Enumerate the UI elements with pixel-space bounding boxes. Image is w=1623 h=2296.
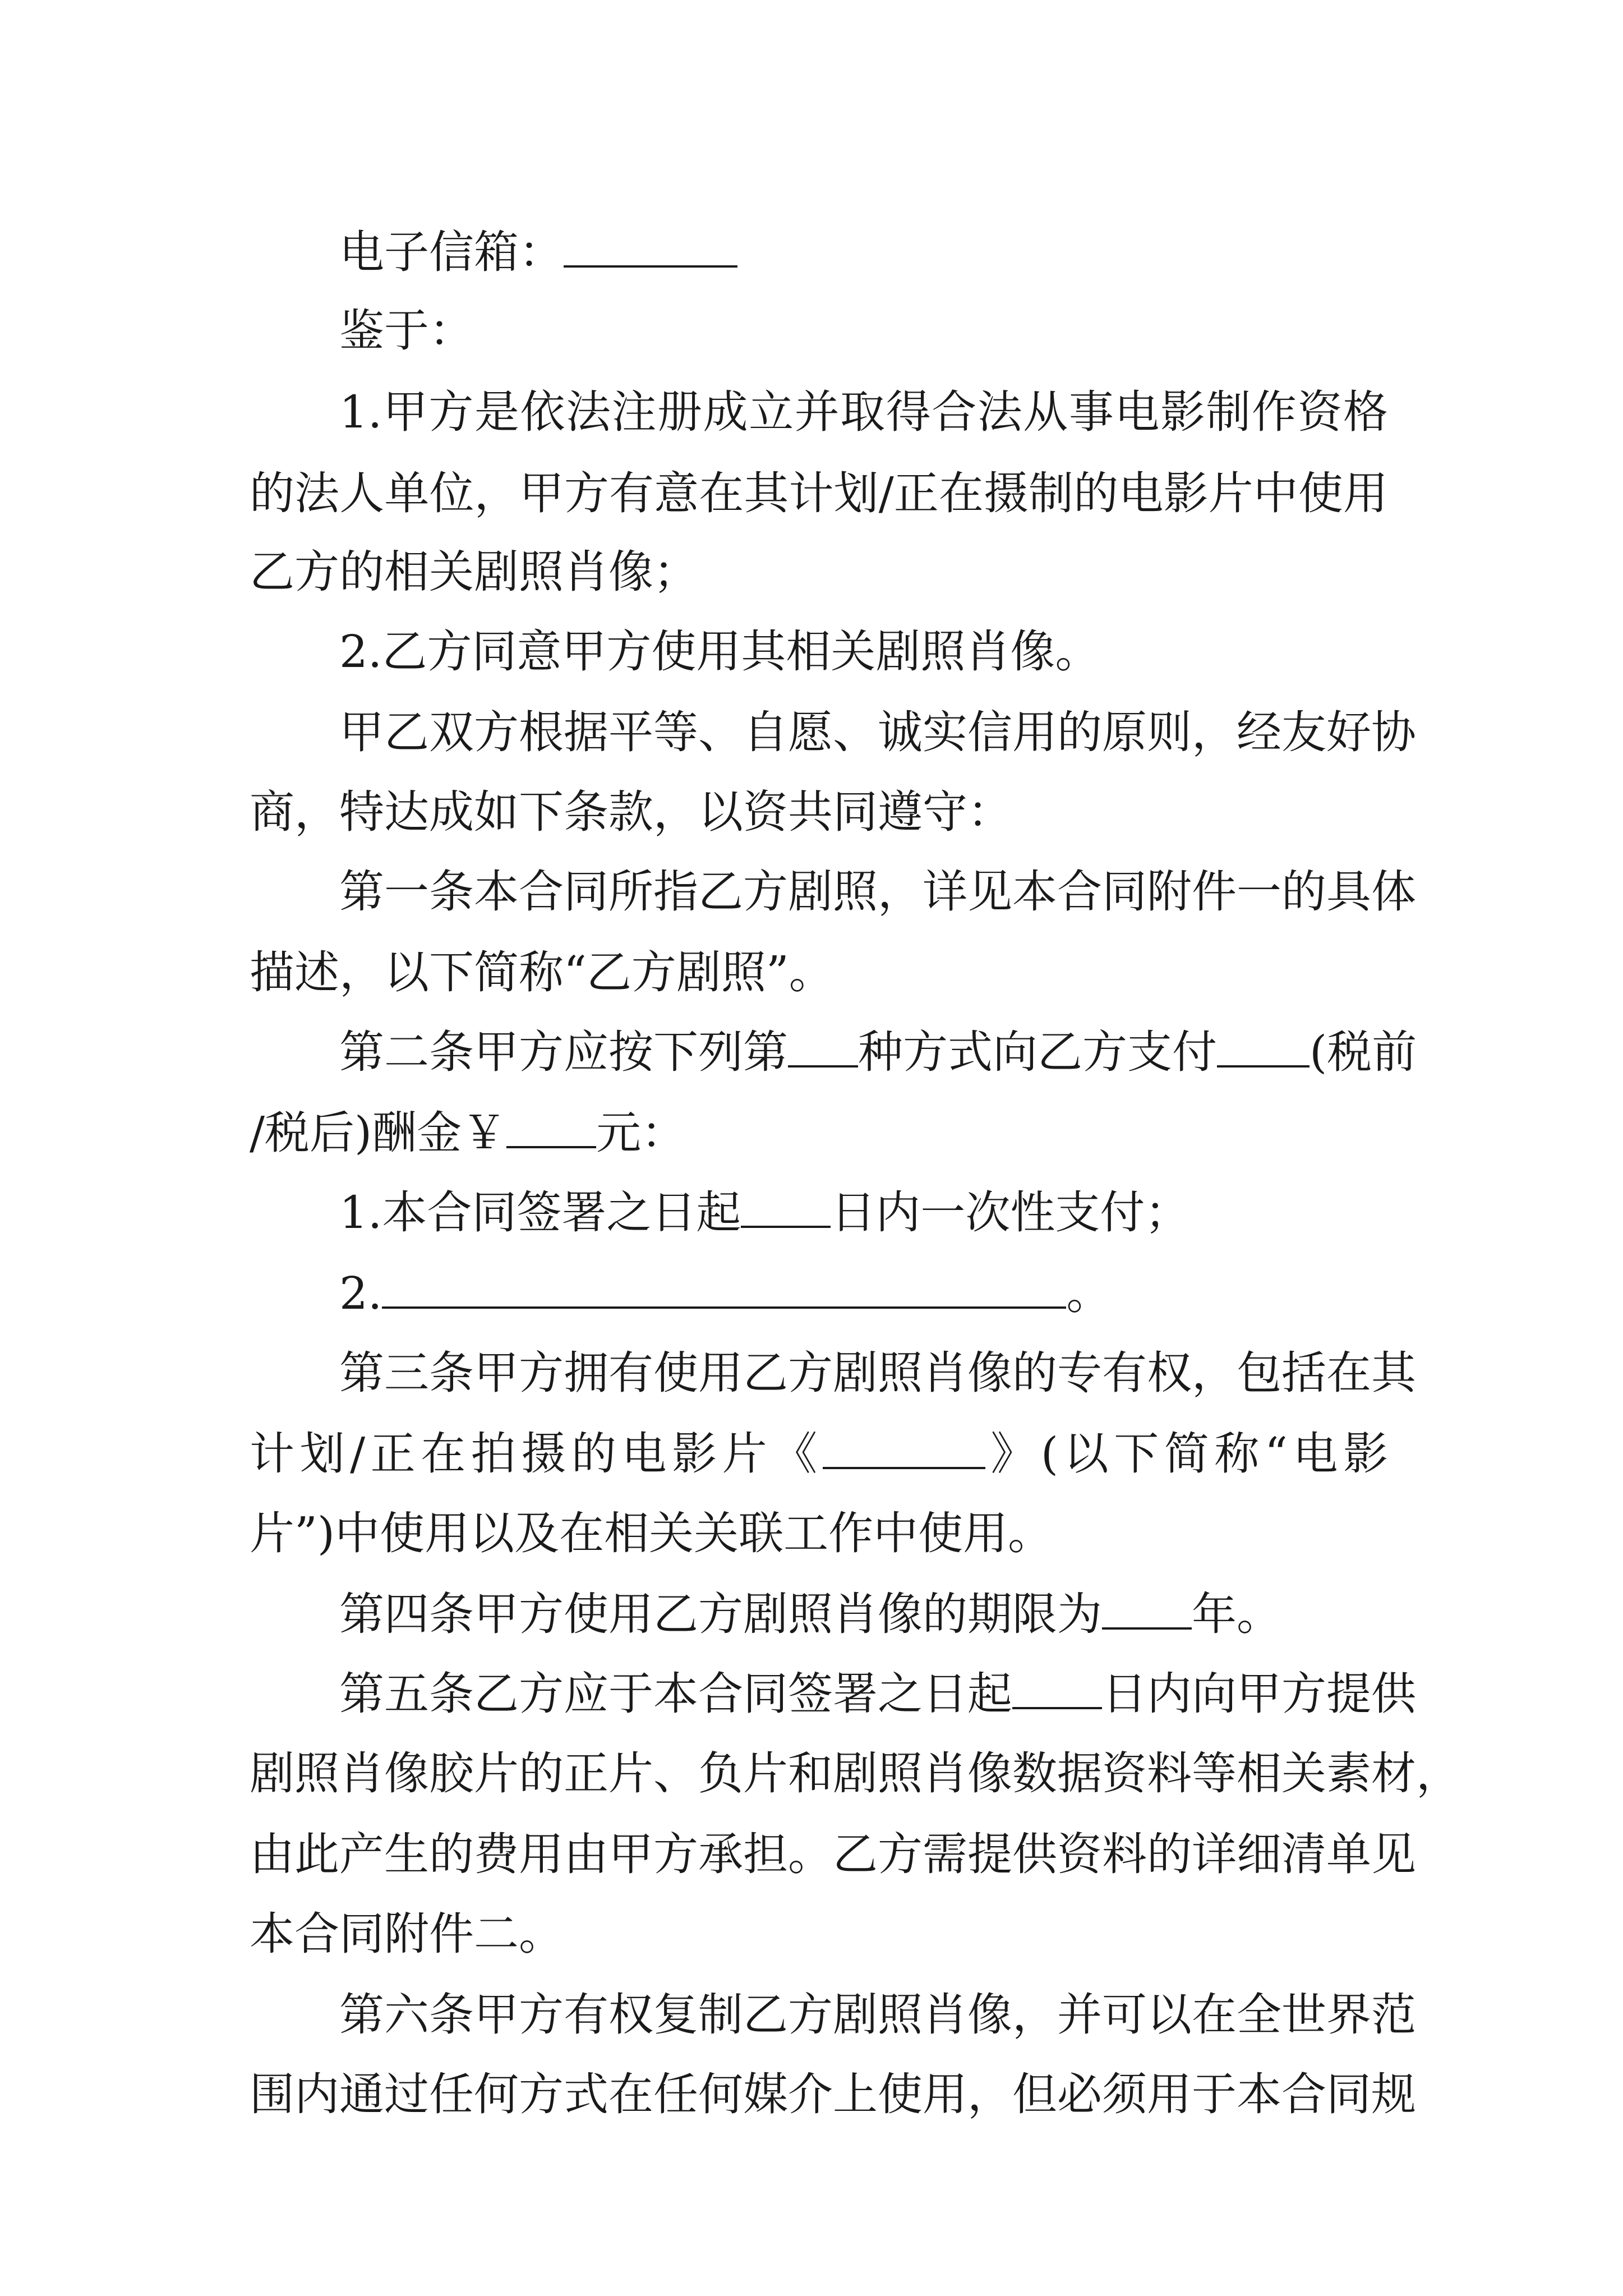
text-segment: 围内通过任何方式在任何媒介上使用，但必须用于本合同规 xyxy=(250,2068,1416,2120)
text-line xyxy=(250,1415,1388,1493)
text-segment: 的法人单位，甲方有意在其计划/正在摄制的电影片中使用 xyxy=(250,467,1388,519)
text-segment: 日内向甲方提供 xyxy=(1102,1668,1416,1720)
fill-in-blank xyxy=(1102,1594,1192,1630)
text-line xyxy=(339,613,1100,691)
text-segment: 第四条甲方使用乙方剧照肖像的期限为 xyxy=(339,1588,1102,1640)
fill-in-blank xyxy=(564,232,737,268)
text-segment: 1.本合同签署之日起 xyxy=(339,1186,741,1239)
fill-in-blank xyxy=(1012,1673,1102,1709)
text-segment: 剧照肖像胶片的正片、负片和剧照肖像数据资料等相关素材， xyxy=(250,1747,1461,1800)
text-line xyxy=(250,1094,686,1172)
text-segment: 计划/正在拍摄的电影片《 xyxy=(250,1428,823,1480)
text-segment: 1.甲方是依法注册成立并取得合法从事电影制作资格 xyxy=(339,386,1388,438)
text-segment: 由此产生的费用由甲方承担。乙方需提供资料的详细清单见 xyxy=(250,1828,1416,1880)
text-segment: 元： xyxy=(596,1107,686,1159)
text-segment: 片”)中使用以及在相关关联工作中使用。 xyxy=(250,1507,1053,1559)
text-line xyxy=(250,773,1012,852)
text-segment: 乙方的相关剧照肖像； xyxy=(250,546,698,598)
text-line xyxy=(250,533,698,611)
text-segment: 甲乙双方根据平等、自愿、诚实信用的原则，经友好协 xyxy=(339,706,1416,758)
text-line xyxy=(250,454,1388,533)
text-segment: 年。 xyxy=(1192,1588,1281,1640)
text-line xyxy=(250,933,834,1012)
text-segment: 日内一次性支付； xyxy=(831,1186,1190,1239)
text-segment: 》(以下简称“电影 xyxy=(985,1428,1389,1480)
text-line xyxy=(339,1334,1416,1412)
text-line xyxy=(339,1174,1189,1252)
text-segment: 第二条甲方应按下列第 xyxy=(339,1026,788,1078)
text-segment: 第六条甲方有权复制乙方剧照肖像，并可以在全世界范 xyxy=(339,1989,1416,2041)
text-segment: 种方式向乙方支付 xyxy=(858,1026,1217,1078)
text-line xyxy=(339,693,1416,772)
fill-in-blank xyxy=(1217,1032,1310,1068)
fill-in-blank xyxy=(741,1192,831,1228)
text-segment: 2.乙方同意甲方使用其相关剧照肖像。 xyxy=(339,625,1100,678)
text-line xyxy=(250,1895,564,1973)
text-segment: /税后)酬金￥ xyxy=(250,1107,507,1159)
text-line xyxy=(339,1254,1111,1333)
text-segment: 本合同附件二。 xyxy=(250,1908,564,1960)
text-segment: 第三条甲方拥有使用乙方剧照肖像的专有权，包括在其 xyxy=(339,1347,1416,1399)
text-segment: 第五条乙方应于本合同签署之日起 xyxy=(339,1668,1012,1720)
text-segment: 。 xyxy=(1066,1267,1112,1319)
text-line xyxy=(339,373,1388,452)
text-line xyxy=(339,1976,1416,2054)
fill-in-blank xyxy=(506,1112,596,1148)
text-segment: 2. xyxy=(339,1267,382,1319)
text-segment: 描述，以下简称“乙方剧照”。 xyxy=(250,946,834,999)
text-line xyxy=(339,1655,1416,1733)
fill-in-blank xyxy=(382,1273,1066,1309)
text-line xyxy=(339,1575,1281,1654)
text-line xyxy=(339,1013,1417,1092)
text-line xyxy=(250,1494,1053,1573)
text-line xyxy=(339,213,737,292)
text-line xyxy=(250,1734,1461,1813)
text-line xyxy=(250,1815,1416,1894)
text-segment: 鉴于： xyxy=(339,305,474,357)
text-line xyxy=(339,853,1416,931)
text-segment: 电子信箱： xyxy=(339,226,564,278)
text-segment: 第一条本合同所指乙方剧照，详见本合同附件一的具体 xyxy=(339,866,1416,918)
text-line xyxy=(339,292,474,370)
text-line xyxy=(250,2055,1416,2134)
fill-in-blank xyxy=(823,1433,985,1469)
text-segment: 商，特达成如下条款，以资共同遵守： xyxy=(250,786,1012,838)
fill-in-blank xyxy=(788,1032,858,1068)
text-segment: (税前 xyxy=(1310,1026,1417,1078)
